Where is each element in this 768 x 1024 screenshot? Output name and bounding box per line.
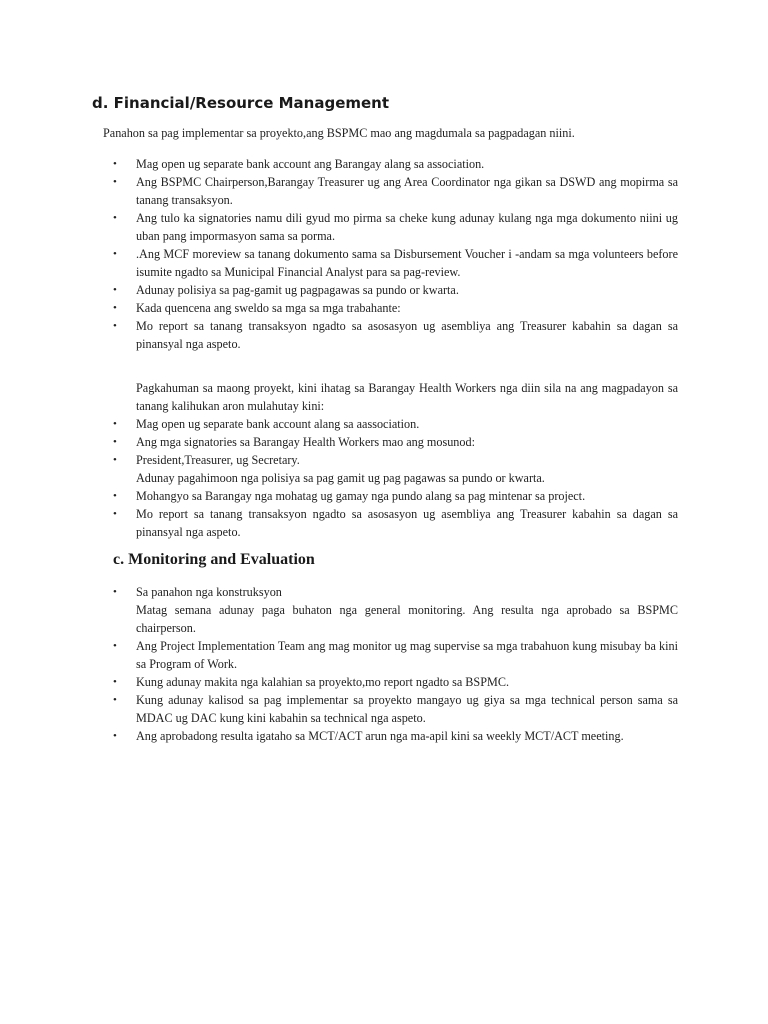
list-item-continuation: Matag semana adunay paga buhaton nga general monitoring. Ang resulta nga aprobado sa BSPMC chairperson. — [136, 603, 678, 635]
list-item: • Ang mga signatories sa Barangay Health Workers mao ang mosunod: — [113, 435, 475, 449]
list-item: • Mo report sa tanang transaksyon ngadto sa asosasyon ug asembliya ang Treasurer kabahin sa dagan sa pinansyal nga aspeto. — [113, 507, 678, 539]
bullet-icon: • — [113, 320, 117, 332]
section-d-post-bullet-list — [0, 415, 768, 541]
list-item: • Mohangyo sa Barangay nga mohatag ug gamay nga pundo alang sa pag mintenar sa project. — [113, 489, 586, 503]
list-item: • Kung adunay kalisod sa pag implementar sa proyekto mangayo ug giya sa mga technical person sama sa MDAC ug DAC kung kini kabahin sa technical nga aspeto. — [113, 693, 678, 725]
bullet-icon: • — [113, 676, 117, 688]
list-item: • Sa panahon nga konstruksyon — [113, 585, 282, 599]
bullet-icon: • — [113, 436, 117, 448]
list-item: • Mag open ug separate bank account alang sa aassociation. — [113, 417, 420, 431]
list-item-continuation: Adunay pagahimoon nga polisiya sa pag gamit ug pag pagawas sa pundo or kwarta. — [136, 471, 545, 485]
list-item: • Ang tulo ka signatories namu dili gyud mo pirma sa cheke kung adunay kulang nga mga dokumento niini ug uban pang impormasyon sama sa porma. — [113, 211, 678, 243]
bullet-icon: • — [113, 454, 117, 466]
bullet-icon: • — [113, 508, 117, 520]
bullet-icon: • — [113, 640, 117, 652]
list-item: • Ang aprobadong resulta igataho sa MCT/ACT arun nga ma-apil kini sa weekly MCT/ACT meeting. — [113, 729, 624, 743]
bullet-icon: • — [113, 490, 117, 502]
list-item: • Ang Project Implementation Team ang mag monitor ug mag supervise sa mga trabahuon kung misubay ba kini sa Program of Work. — [113, 639, 678, 671]
bullet-icon: • — [113, 586, 117, 598]
list-item: • Kung adunay makita nga kalahian sa proyekto,mo report ngadto sa BSPMC. — [113, 675, 510, 689]
section-c-heading: c. Monitoring and Evaluation — [113, 551, 315, 568]
bullet-icon: • — [113, 176, 117, 188]
bullet-icon: • — [113, 418, 117, 430]
list-item: • .Ang MCF moreview sa tanang dokumento sama sa Disbursement Voucher i -andam sa mga volunteers before isumite ngadto sa Municipal Financial Analyst para sa pag-review. — [113, 247, 678, 279]
list-item: • Ang BSPMC Chairperson,Barangay Treasurer ug ang Area Coordinator nga gikan sa DSWD ang mopirma sa tanang transaksyon. — [113, 175, 678, 207]
list-item: • Mo report sa tanang transaksyon ngadto sa asosasyon ug asembliya ang Treasurer kabahin sa dagan sa pinansyal nga aspeto. — [113, 319, 678, 351]
list-item: • Adunay polisiya sa pag-gamit ug pagpagawas sa pundo or kwarta. — [113, 283, 459, 297]
bullet-icon: • — [113, 212, 117, 224]
list-item: • Kada quencena ang sweldo sa mga sa mga trabahante: — [113, 301, 401, 315]
list-item: • President,Treasurer, ug Secretary. — [113, 453, 300, 467]
bullet-icon: • — [113, 284, 117, 296]
bullet-icon: • — [113, 158, 117, 170]
section-c-bullet-list — [0, 583, 768, 745]
bullet-icon: • — [113, 302, 117, 314]
section-d-heading: d. Financial/Resource Management — [92, 94, 390, 112]
list-item: • Mag open ug separate bank account ang Barangay alang sa association. — [113, 157, 485, 171]
section-d-bullet-list — [0, 155, 768, 353]
bullet-icon: • — [113, 248, 117, 260]
section-d-post-paragraph: Pagkahuman sa maong proyekt, kini ihatag sa Barangay Health Workers nga diin sila na ang magpadayon sa tanang kalihukan aron mulahutay kini: — [136, 381, 678, 413]
bullet-icon: • — [113, 694, 117, 706]
bullet-icon: • — [113, 730, 117, 742]
section-d-intro: Panahon sa pag implementar sa proyekto,ang BSPMC mao ang magdumala sa pagpadagan niini. — [103, 126, 575, 140]
